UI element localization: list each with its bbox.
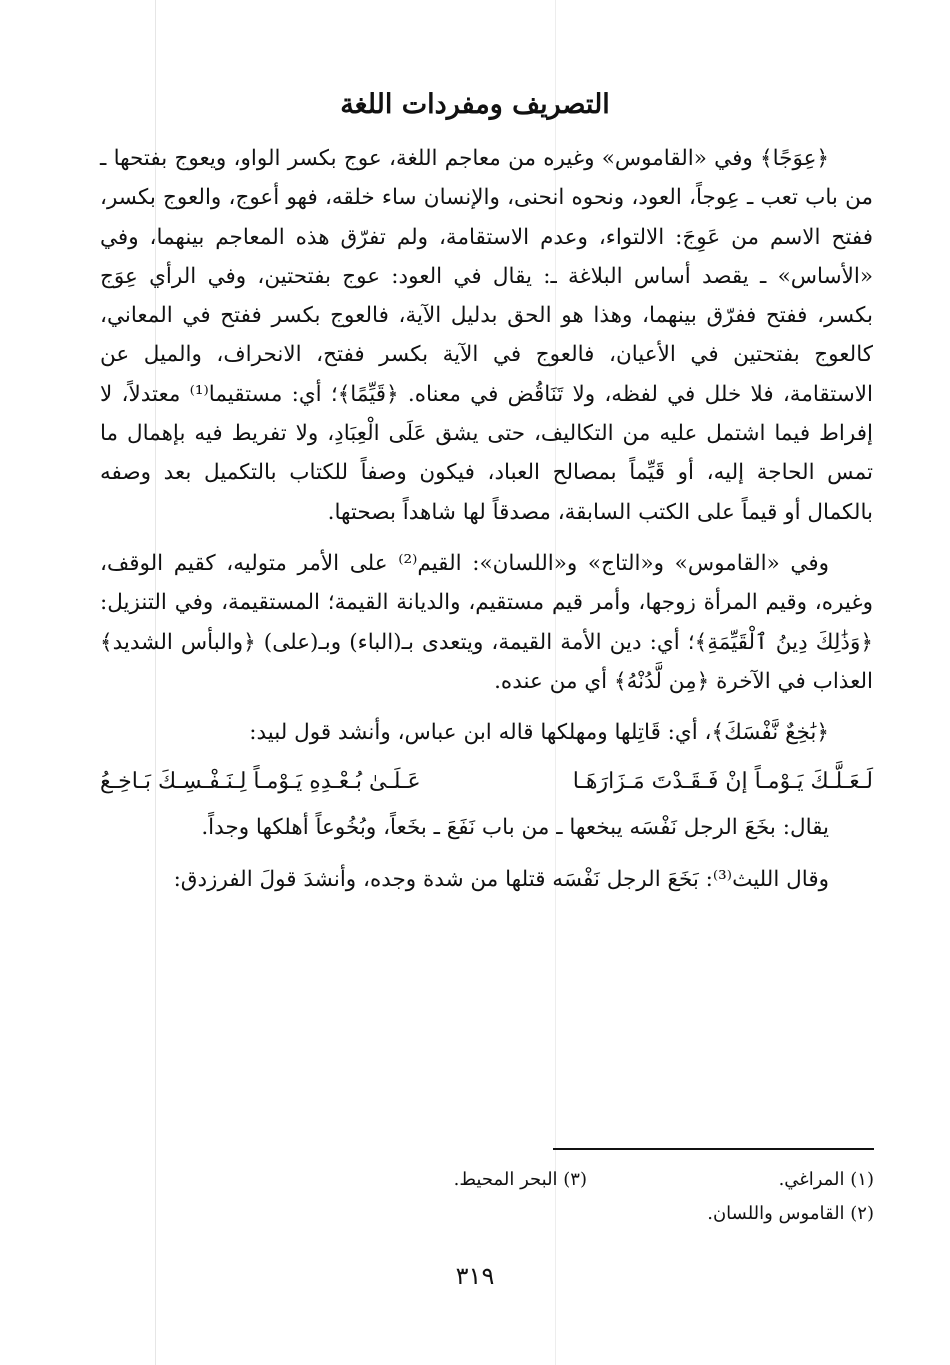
- paragraph-iwaj: ﴿عِوَجًا﴾ وفي «القاموس» وغيره من معاجم اللغة، عوج بكسر الواو، ويعوج بفتحها ـ من باب تعب ـ عِوجاً، العود، ونحوه انحنى، والإنسان ساء خلقه، فهو أعوج، والعوج بكسر، ففتح الاسم من عَوِجَ: الالتواء، وعدم الاستقامة، ولم تفرّق هذه المعاجم بينهما، وفي «الأساس» ـ يقصد أساس البلاغة ـ: يقال في العود: عوج بفتحتين، وفي الرأي عِوَج بكسر، ففتح ففرّق بينهما، وهذا هو الحق بدليل الآية، فالعوج بكسر ففتح في المعاني، كالعوج بفتحتين في الأعيان، فالعوج في الآية بكسر ففتح، الانحراف، والميل عن الاستقامة، فلا خلل في لفظه، ولا تَنَاقُض في معناه. ﴿قَيِّمًا﴾؛ أي: مستقيما⁽¹⁾ معتدلاً، لا إفراط فيما اشتمل عليه من التكاليف، حتى يشق عَلَى الْعِبَادِ، ولا تفريط فيه بإهمال ما تمس الحاجة إليه، أو قَيِّماً بمصالح العباد، فيكون وصفاً للكتاب بالتكميل بعد وصفه بالكمال أو قيماً على الكتب السابقة، مصدقاً لها شاهداً بصحتها.: [100, 146, 874, 525]
- footnote-row: [300, 1163, 874, 1197]
- verse-second-hemistich: عَـلَـىٰ بُـعْـدِهِ يَـوْمـاً لِـنَـفْـسِـكَ بَـاخِـعُ: [100, 769, 421, 795]
- main-text: [100, 139, 873, 899]
- page-number: ٣١٩: [455, 1262, 495, 1290]
- footnote-divider: [553, 1148, 874, 1150]
- poem-verse: [100, 760, 873, 804]
- footnote-2: (٢) القاموس واللسان.: [707, 1203, 874, 1224]
- footnote-3: (٣) البحر المحيط.: [453, 1169, 587, 1190]
- paragraph-qayyim: وفي «القاموس» و«التاج» و«اللسان»: القيم⁽²⁾ على الأمر متوليه، كقيم الوقف، وغيره، وقيم المرأة زوجها، وأمر قيم مستقيم، والديانة القيمة؛ المستقيمة، وفي التنزيل: ﴿وَذَٰلِكَ دِينُ ٱلْقَيِّمَةِ﴾؛ أي: دين الأمة القيمة، ويتعدى بـ(الباء) وبـ(على) ﴿والبأس الشديد﴾ العذاب في الآخرة ﴿مِن لَّدُنْهُ﴾ أي من عنده.: [100, 550, 873, 694]
- paragraph-bakhi: ﴿بَٰخِعٌ نَّفْسَكَ﴾، أي: قَاتِلها ومهلكها قاله ابن عباس، وأنشد قول لبيد:: [249, 720, 829, 746]
- footnote-1: (١) المراغي.: [778, 1169, 874, 1190]
- footnotes: [300, 1163, 874, 1231]
- paragraph-bakhaa: يقال: بخَعَ الرجل نَفْسَه يبخعها ـ من باب نَفَعَ ـ بخَعاً، وبُخُوعاً أهلكها وجداً.: [201, 815, 829, 841]
- paragraph-layth: وقال الليث⁽³⁾: بَخَعَ الرجل نَفْسَه قتلها من شدة وجده، وأنشدَ قولَ الفرزدق:: [173, 866, 829, 892]
- page-title: التصريف ومفردات اللغة: [340, 89, 610, 120]
- verse-first-hemistich: لَـعَـلَّـكَ يَـوْمـاً إنْ فَـقَـدْتَ مَـزَارَهَـا: [572, 769, 873, 795]
- footnote-row: [300, 1197, 874, 1231]
